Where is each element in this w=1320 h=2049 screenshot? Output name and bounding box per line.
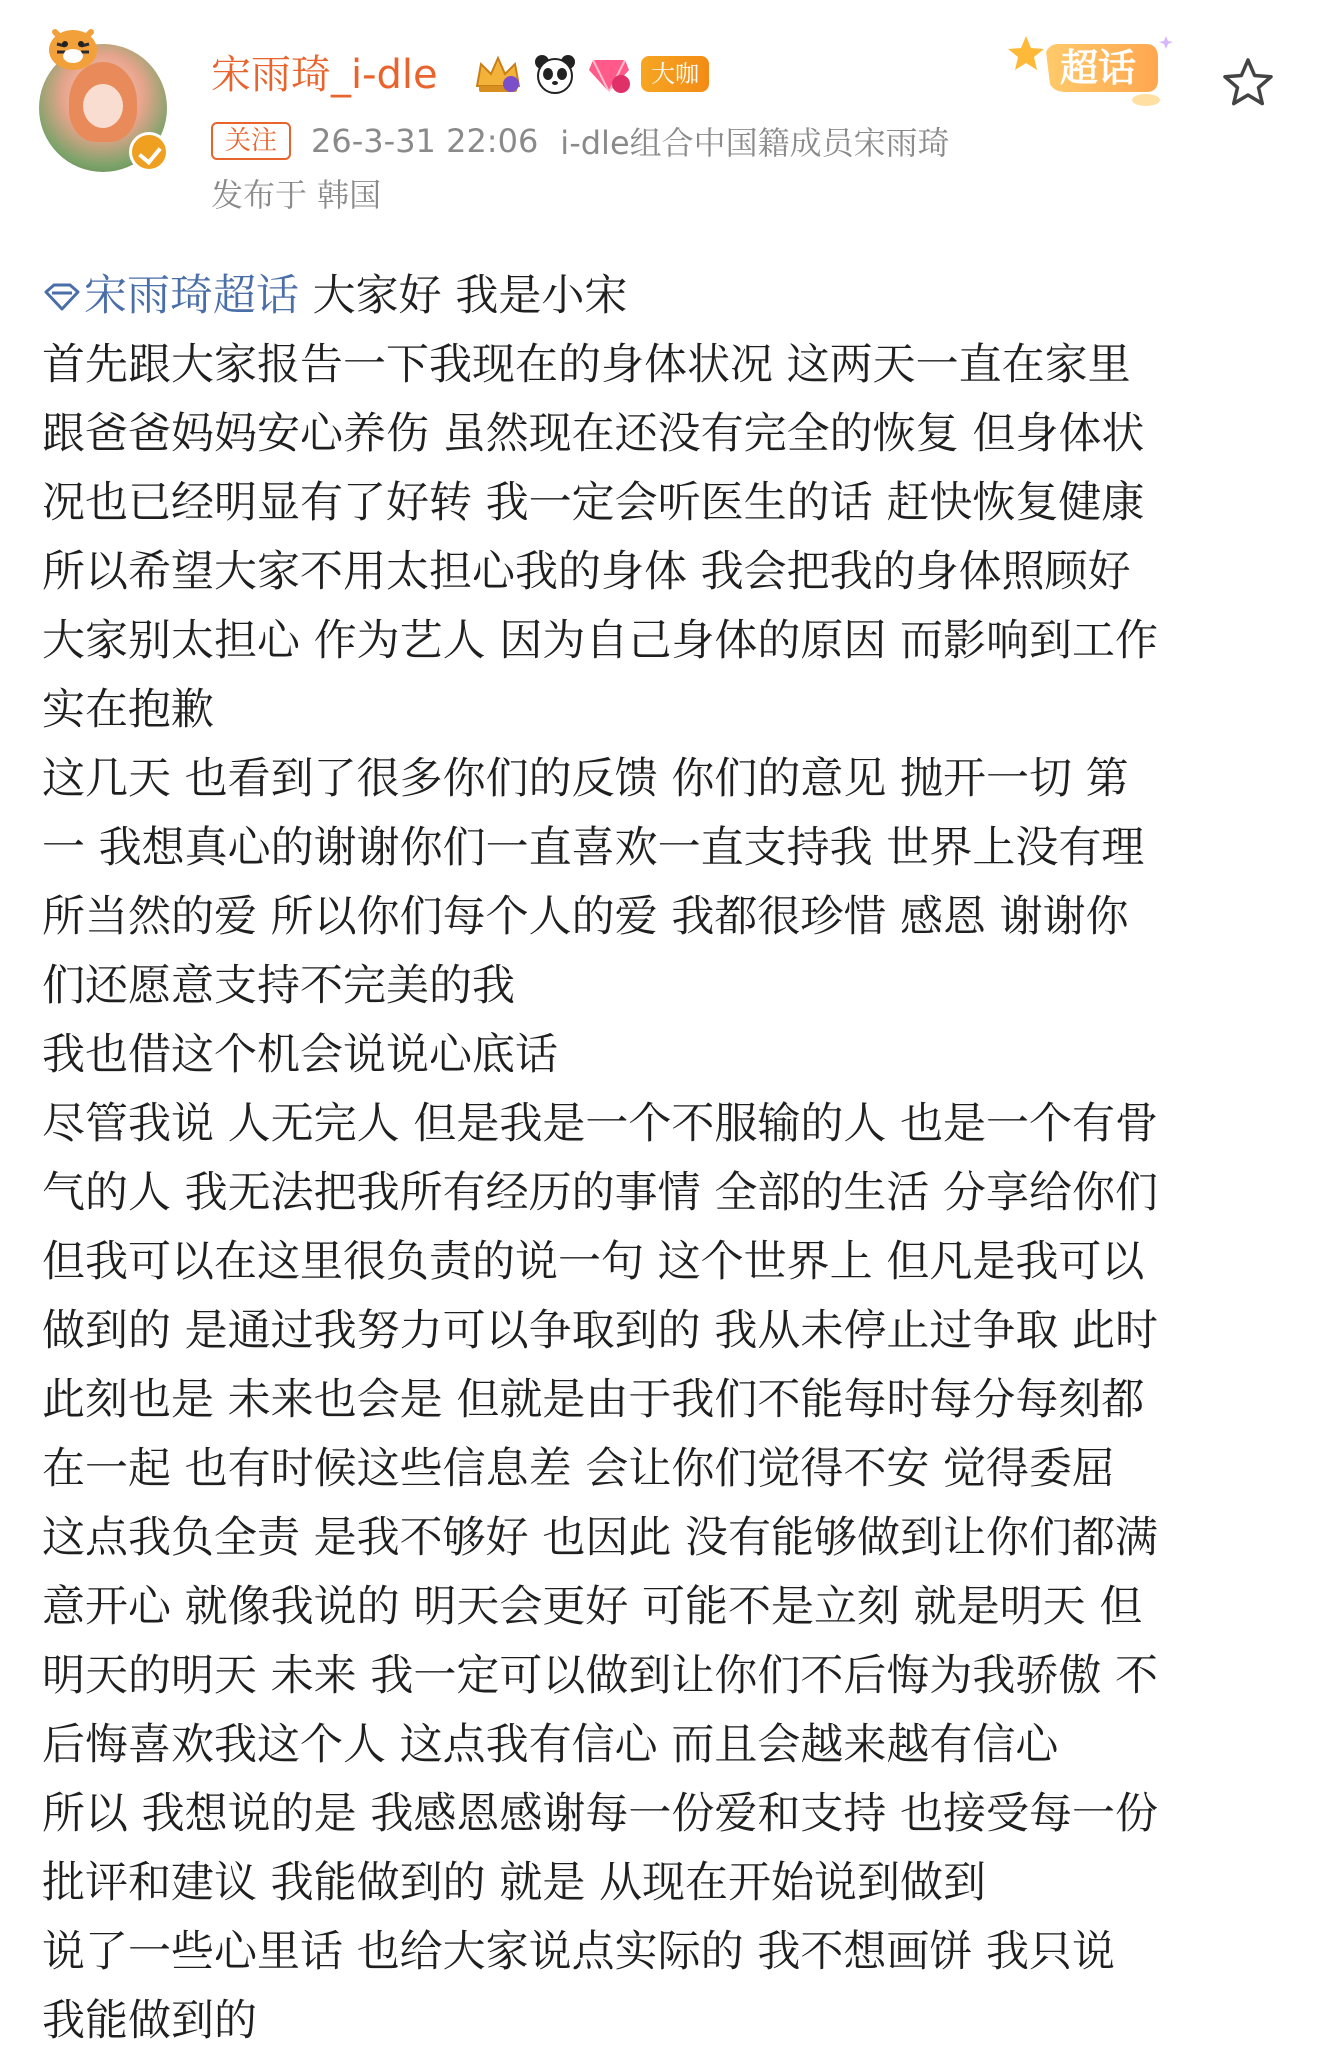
post-meta: [211, 118, 950, 164]
post-line: 但我可以在这里很负责的说一句 这个世界上 但凡是我可以: [42, 1237, 1145, 1287]
post-line: 这几天 也看到了很多你们的反馈 你们的意见 抛开一切 第: [42, 754, 1129, 804]
post-line: 此刻也是 未来也会是 但就是由于我们不能每时每分每刻都: [42, 1375, 1145, 1425]
post-line: 跟爸爸妈妈安心养伤 虽然现在还没有完全的恢复 但身体状: [42, 409, 1145, 459]
post-line: 在一起 也有时候这些信息差 会让你们觉得不安 觉得委屈: [42, 1444, 1116, 1494]
avatar-face: [83, 84, 123, 128]
post-line: 我能做到的: [42, 1996, 257, 2046]
post-line-text: 大家好 我是小宋: [299, 271, 628, 321]
supertopic-label: 超话: [1060, 46, 1137, 90]
post-timestamp: 26-3-31 22:06: [311, 122, 539, 160]
post-line: 气的人 我无法把我所有经历的事情 全部的生活 分享给你们: [42, 1168, 1159, 1218]
post-line: 明天的明天 未来 我一定可以做到让你们不后悔为我骄傲 不: [42, 1651, 1159, 1701]
crown-badge-icon[interactable]: [471, 52, 525, 96]
post-line: 况也已经明显有了好转 我一定会听医生的话 赶快恢复健康: [42, 478, 1145, 528]
verified-icon: [129, 132, 169, 172]
supertopic-button[interactable]: [1006, 30, 1176, 110]
post-line-first: [42, 262, 1292, 331]
dacha-badge[interactable]: 大咖: [641, 56, 709, 92]
topic-link[interactable]: [42, 271, 299, 321]
post-line: 实在抱歉: [42, 685, 214, 735]
user-badges: [471, 52, 709, 96]
tiger-pendant-icon: [43, 22, 103, 74]
avatar-container[interactable]: [39, 22, 171, 166]
post-location: 发布于 韩国: [211, 176, 382, 214]
post-line: 做到的 是通过我努力可以争取到的 我从未停止过争取 此时: [42, 1306, 1159, 1356]
post-line: 所以 我想说的是 我感恩感谢每一份爱和支持 也接受每一份: [42, 1789, 1159, 1839]
post-line: 说了一些心里话 也给大家说点实际的 我不想画饼 我只说: [42, 1927, 1116, 1977]
post-line: 批评和建议 我能做到的 就是 从现在开始说到做到: [42, 1858, 987, 1908]
follow-button[interactable]: 关注: [211, 122, 291, 160]
star-icon[interactable]: [1220, 55, 1276, 111]
post-line: 一 我想真心的谢谢你们一直喜欢一直支持我 世界上没有理: [42, 823, 1145, 873]
post-line: 后悔喜欢我这个人 这点我有信心 而且会越来越有信心: [42, 1720, 1059, 1770]
post-source: i-dle组合中国籍成员宋雨琦: [560, 124, 950, 162]
post-content: [42, 262, 1292, 2049]
vip-badge-icon[interactable]: [585, 52, 633, 96]
post-line: 这点我负全责 是我不够好 也因此 没有能够做到让你们都满: [42, 1513, 1159, 1563]
post-line: 尽管我说 人无完人 但是我是一个不服输的人 也是一个有骨: [42, 1099, 1159, 1149]
post-line: 所当然的爱 所以你们每个人的爱 我都很珍惜 感恩 谢谢你: [42, 892, 1129, 942]
post-line: 大家别太担心 作为艺人 因为自己身体的原因 而影响到工作: [42, 616, 1159, 666]
username[interactable]: 宋雨琦_i-dle: [211, 52, 438, 98]
post-line: 我也借这个机会说说心底话: [42, 1030, 558, 1080]
post-line: 所以希望大家不用太担心我的身体 我会把我的身体照顾好: [42, 547, 1131, 597]
topic-link-label[interactable]: 宋雨琦超话: [84, 271, 299, 321]
topic-diamond-icon: [42, 282, 82, 312]
post-line: 们还愿意支持不完美的我: [42, 961, 515, 1011]
post-line: 意开心 就像我说的 明天会更好 可能不是立刻 就是明天 但: [42, 1582, 1143, 1632]
post-line: 首先跟大家报告一下我现在的身体状况 这两天一直在家里: [42, 340, 1131, 390]
panda-icon[interactable]: [533, 52, 577, 96]
